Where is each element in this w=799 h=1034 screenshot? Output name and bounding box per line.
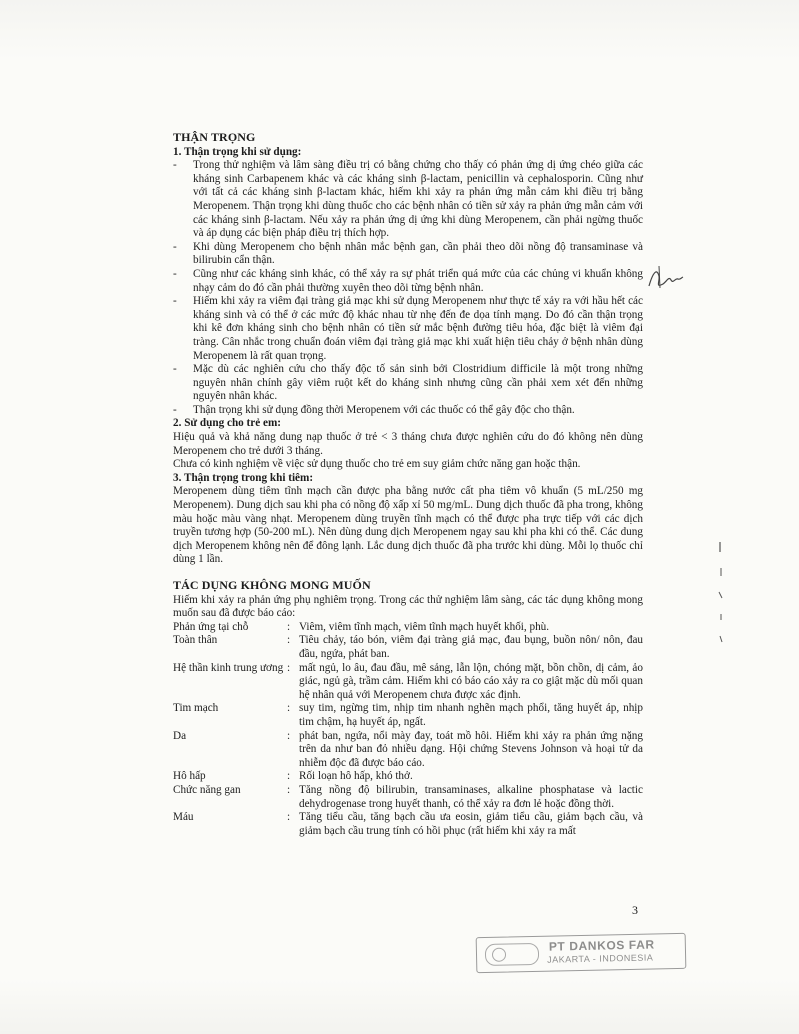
- paragraph: Chưa có kinh nghiệm về việc sử dụng thuốc cho trẻ em suy giảm chức năng gan hoặc thận.: [173, 458, 581, 471]
- adverse-effect-label: Máu: [173, 811, 194, 824]
- adverse-effect-row: [173, 784, 643, 811]
- separator: :: [287, 702, 291, 715]
- paragraph: Meropenem dùng tiêm tĩnh mạch cần được pha bằng nước cất pha tiêm vô khuẩn (5 mL/250 mg Meropenem). Dung dịch sau khi pha có nồng độ xấp xỉ 50 mg/mL. Dung dịch thuốc đã pha trong, không màu hoặc màu vàng nhạt. Meropenem dùng truyền tĩnh mạch có thể được pha trực tiếp với các dịch truyền tương hợp (50-200 mL). Nên dùng dung dịch Meropenem ngay sau khi pha khi có thể. Các dung dịch Meropenem không nên để đông lạnh. Lắc dung dịch thuốc đã pha trước khi dùng. Mỗi lọ thuốc chỉ dùng 1 lần.: [173, 485, 643, 566]
- adverse-effect-text: Viêm, viêm tĩnh mạch, viêm tĩnh mạch huyết khối, phù.: [299, 620, 550, 633]
- bullet-text: Hiếm khi xảy ra viêm đại tràng giả mạc khi sử dụng Meropenem như thực tế xảy ra với hầu hết các kháng sinh và có thể ở các mức độ khác nhau từ nhẹ đến đe dọa tính mạng. Do đó cần thận trọng khi kê đơn kháng sinh cho bệnh nhân có tiền sử mắc bệnh đường tiêu hóa, đặc biệt là viêm đại tràng. Cân nhắc trong chuẩn đoán viêm đại tràng giả mạc khi xuất hiện tiêu chảy ở bệnh nhân dùng Meropenem là rất quan trọng.: [193, 295, 643, 362]
- adverse-effect-text: Rối loạn hô hấp, khó thở.: [299, 770, 413, 783]
- paragraph: Hiếm khi xảy ra phản ứng phụ nghiêm trọng. Trong các thử nghiệm lâm sàng, các tác dụng không mong muốn sau đã được báo cáo:: [173, 593, 643, 620]
- separator: :: [287, 620, 291, 633]
- adverse-effect-row: [173, 770, 643, 784]
- adverse-effect-label: Hệ thần kinh trung ương: [173, 661, 284, 674]
- adverse-effect-text: Tăng tiểu cầu, tăng bạch cầu ưa eosin, giảm tiểu cầu, giảm bạch cầu, và giảm bạch cầu trung tính có hồi phục (rất hiếm khi xảy ra mất: [299, 811, 643, 837]
- adverse-effect-label: Tim mạch: [173, 702, 219, 715]
- separator: :: [287, 811, 291, 824]
- subsection-title-children: 2. Sử dụng cho trẻ em:: [173, 417, 282, 430]
- section-title-adverse-effects: TÁC DỤNG KHÔNG MONG MUỐN: [173, 578, 371, 592]
- adverse-effect-row: [173, 702, 643, 729]
- adverse-effect-text: phát ban, ngứa, nổi mày đay, toát mồ hôi. Hiếm khi xảy ra phản ứng nặng trên da như ban đỏ nhiều dạng. Hội chứng Stevens Johnson và hoại tử da nhiễm độc đã được báo cáo.: [299, 729, 643, 769]
- list-item: [173, 363, 643, 404]
- bullet-text: Trong thử nghiệm và lâm sàng điều trị có bằng chứng cho thấy có phản ứng dị ứng chéo giữa các kháng sinh Carbapenem khác và các kháng sinh β-lactam, penicillin và cephalosporin. Cũng như với tất cả các kháng sinh β-lactam khác, hiếm khi xảy ra phản ứng mẫn cảm khi điều trị bằng Meropenem. Thận trọng khi dùng thuốc cho các bệnh nhân có tiền sử xảy ra phản ứng mẫn cảm với các kháng sinh β-lactam. Nếu xảy ra phản ứng dị ứng khi dùng Meropenem, cần phải ngừng thuốc và áp dụng các biện pháp điều trị thích hợp.: [193, 159, 643, 240]
- stamp-company-name: PT DANKOS FAR: [548, 937, 655, 954]
- bullet-text: Mặc dù các nghiên cứu cho thấy độc tố sản sinh bởi Clostridium difficile là một trong những nguyên nhân chính gây viêm ruột kết do kháng sinh nhưng cũng cần phải xem xét đến những nguyên nhân khác.: [193, 363, 643, 403]
- bullet-dash: -: [173, 295, 177, 308]
- adverse-effect-label: Hô hấp: [173, 770, 206, 783]
- bullet-text: Cũng như các kháng sinh khác, có thể xảy ra sự phát triển quá mức của các chủng vi khuẩn không nhạy cảm do đó cần phải thường xuyên theo dõi từng bệnh nhân.: [193, 267, 643, 294]
- handwritten-signature: [645, 262, 685, 292]
- list-item: [173, 241, 643, 268]
- separator: :: [287, 783, 291, 796]
- adverse-effect-row: [173, 621, 643, 635]
- adverse-effect-text: Tăng nồng độ bilirubin, transaminases, alkaline phosphatase và lactic dehydrogenase trong huyết thanh, có thể xảy ra đơn lẻ hoặc đồng thời.: [299, 783, 643, 810]
- adverse-effect-row: [173, 811, 643, 838]
- margin-marks: [716, 540, 726, 660]
- bullet-dash: -: [173, 240, 177, 253]
- company-stamp: [476, 933, 687, 973]
- stamp-logo: [485, 943, 539, 966]
- document-content: [173, 131, 643, 838]
- subsection-title-usage: 1. Thận trọng khi sử dụng:: [173, 145, 302, 158]
- separator: :: [287, 661, 291, 674]
- bullet-dash: -: [173, 403, 177, 416]
- page-number: 3: [632, 903, 638, 917]
- bullet-dash: -: [173, 363, 177, 376]
- subsection-title-injection: 3. Thận trọng trong khi tiêm:: [173, 471, 314, 484]
- paragraph: Hiệu quả và khả năng dung nạp thuốc ở trẻ < 3 tháng chưa được nghiên cứu do đó không nên dùng Meropenem cho trẻ dưới 3 tháng.: [173, 431, 643, 457]
- adverse-effect-text: Tiêu chảy, táo bón, viêm đại tràng giả mạc, đau bụng, buồn nôn/ nôn, đau đầu, ngứa, phát ban.: [299, 634, 643, 660]
- adverse-effect-label: Toàn thân: [173, 634, 218, 647]
- adverse-effect-label: Chức năng gan: [173, 783, 241, 796]
- list-item: [173, 295, 643, 363]
- adverse-effect-row: [173, 662, 643, 703]
- list-item: [173, 268, 643, 295]
- list-item: [173, 159, 643, 241]
- adverse-effect-row: [173, 730, 643, 771]
- bullet-text: Thận trọng khi sử dụng đồng thời Meropenem với các thuốc có thể gây độc cho thận.: [193, 403, 575, 416]
- adverse-effect-label: Da: [173, 729, 187, 742]
- separator: :: [287, 770, 291, 783]
- bullet-text: Khi dùng Meropenem cho bệnh nhân mắc bệnh gan, cần phải theo dõi nồng độ transaminase và bilirubin cẩn thận.: [193, 240, 643, 267]
- adverse-effect-row: [173, 634, 643, 661]
- section-title-precautions: THẬN TRỌNG: [173, 130, 256, 144]
- adverse-effect-label: Phản ứng tại chỗ: [173, 620, 249, 633]
- separator: :: [287, 634, 291, 647]
- bullet-dash: -: [173, 267, 177, 280]
- adverse-effect-text: mất ngủ, lo âu, đau đầu, mê sảng, lẫn lộn, chóng mặt, bồn chồn, dị cảm, ảo giác, ngủ gà, trầm cảm. Hiếm khi có báo cáo xảy ra co giật mặc dù mối quan hệ nhân quả với Meropenem chưa được xác định.: [299, 661, 643, 701]
- stamp-location: JAKARTA - INDONESIA: [547, 952, 654, 965]
- list-item: [173, 404, 643, 418]
- bullet-dash: -: [173, 159, 177, 172]
- separator: :: [287, 729, 291, 742]
- adverse-effect-text: suy tim, ngừng tim, nhịp tim nhanh nghẽn mạch phổi, tăng huyết áp, nhịp tim chậm, hạ huyết áp, ngất.: [299, 702, 643, 728]
